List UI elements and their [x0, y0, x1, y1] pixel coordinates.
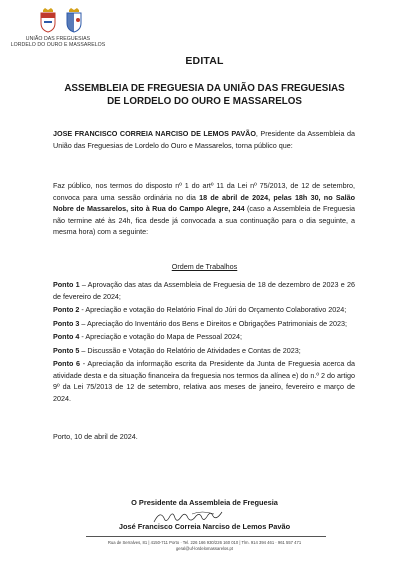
- agenda-list: [53, 279, 355, 406]
- shield-right-icon: [63, 6, 85, 34]
- footer: [0, 540, 409, 552]
- agenda-item-label: Ponto 1: [53, 280, 80, 289]
- document-title: EDITAL: [185, 55, 224, 67]
- convocation-bold: 18 de abril de 2024, pelas 18h 30, no Salão Nobre de Massarelos, sito à Rua do Campo Alegre, 244: [53, 192, 355, 213]
- agenda-item: [53, 358, 355, 404]
- org-name: [8, 36, 108, 48]
- document-date: Porto, 10 de abril de 2024.: [53, 432, 138, 441]
- president-name: José Francisco Correia Narciso de Lemos Pavão: [118, 522, 291, 531]
- intro-paragraph: [53, 128, 355, 151]
- intro-rest: , Presidente da Assembleia da União das Freguesias de Lordelo do Ouro e Massarelos, torna público que:: [53, 129, 355, 150]
- footer-email: geral@uf-lordelomassarelos.pt: [175, 546, 234, 551]
- agenda-item-label: Ponto 5: [53, 345, 80, 355]
- subtitle-line2: DE LORDELO DO OURO E MASSARELOS: [107, 95, 302, 107]
- agenda-item-text: – Apreciação do Inventário dos Bens e Direitos e Obrigações Patrimoniais de 2023;: [79, 318, 348, 328]
- agenda-item-text: - Apreciação e votação do Relatório Final do Júri do Orçamento Colaborativo 2024;: [79, 305, 347, 314]
- agenda-item: [53, 331, 355, 343]
- agenda-item: [53, 345, 355, 357]
- intro-name: JOSE FRANCISCO CORREIA NARCISO DE LEMOS PAVÃO: [53, 129, 256, 138]
- subtitle-line1: ASSEMBLEIA DE FREGUESIA DA UNIÃO DAS FREGUESIAS: [64, 83, 345, 94]
- agenda-item-text: - Apreciação da informação escrita da Presidente da Junta de Freguesia acerca da atividade desta e da situação financeira da freguesia nos termos da alínea e) do n.º 2 do artigo 9º da Lei 75/2013 de 12 de setembro, relativa aos meses de janeiro, fevereiro e março de 2024.: [53, 359, 356, 403]
- agenda-item-text: – Aprovação das atas da Assembleia de Freguesia de 18 de dezembro de 2023 e 26 de fevereiro de 2024;: [53, 280, 355, 301]
- agenda-item-label: Ponto 6: [53, 359, 81, 368]
- org-name-line1: UNIÃO DAS FREGUESIAS: [25, 36, 91, 42]
- agenda-item-text: – Discussão e Votação do Relatório de Atividades e Contas de 2023;: [79, 345, 301, 355]
- agenda-item: [53, 304, 355, 316]
- agenda-item-text: - Apreciação e votação do Mapa de Pessoal 2024;: [79, 332, 242, 341]
- agenda-heading: Ordem de Trabalhos: [171, 262, 238, 271]
- document-subtitle: [20, 83, 389, 108]
- shield-left-icon: [37, 6, 59, 34]
- footer-divider: [86, 536, 326, 537]
- coat-of-arms: [14, 6, 108, 34]
- agenda-item-label: Ponto 4: [53, 332, 80, 341]
- convocation-part1: Faz público, nos termos do disposto nº 1 do artº 11 da Lei nº 75/2013, de 12 de setembro, convoca para uma sessão ordinária no dia: [53, 181, 355, 202]
- convocation-part2: (caso a Assembleia de Freguesia não termine até às 24h, fica desde já convocada a sua continuação para o dia seguinte, a mesma hora) com a seguinte:: [53, 204, 355, 236]
- org-name-line2: LORDELO DO OURO E MASSARELOS: [10, 42, 106, 49]
- convocation-paragraph: [53, 180, 355, 238]
- agenda-item-label: Ponto 2: [53, 305, 80, 314]
- agenda-item: [53, 318, 355, 330]
- footer-address: Rua de Serralves, 81 | 4150-711 Porto · Tel. 226 166 930/226 160 010 | Tlm. 914 394 461 · 961 557 471: [107, 540, 302, 545]
- header-logo-block: [8, 6, 108, 48]
- agenda-item: [53, 279, 355, 302]
- president-title: O Presidente da Assembleia de Freguesia: [131, 498, 278, 507]
- agenda-item-label: Ponto 3: [53, 318, 80, 328]
